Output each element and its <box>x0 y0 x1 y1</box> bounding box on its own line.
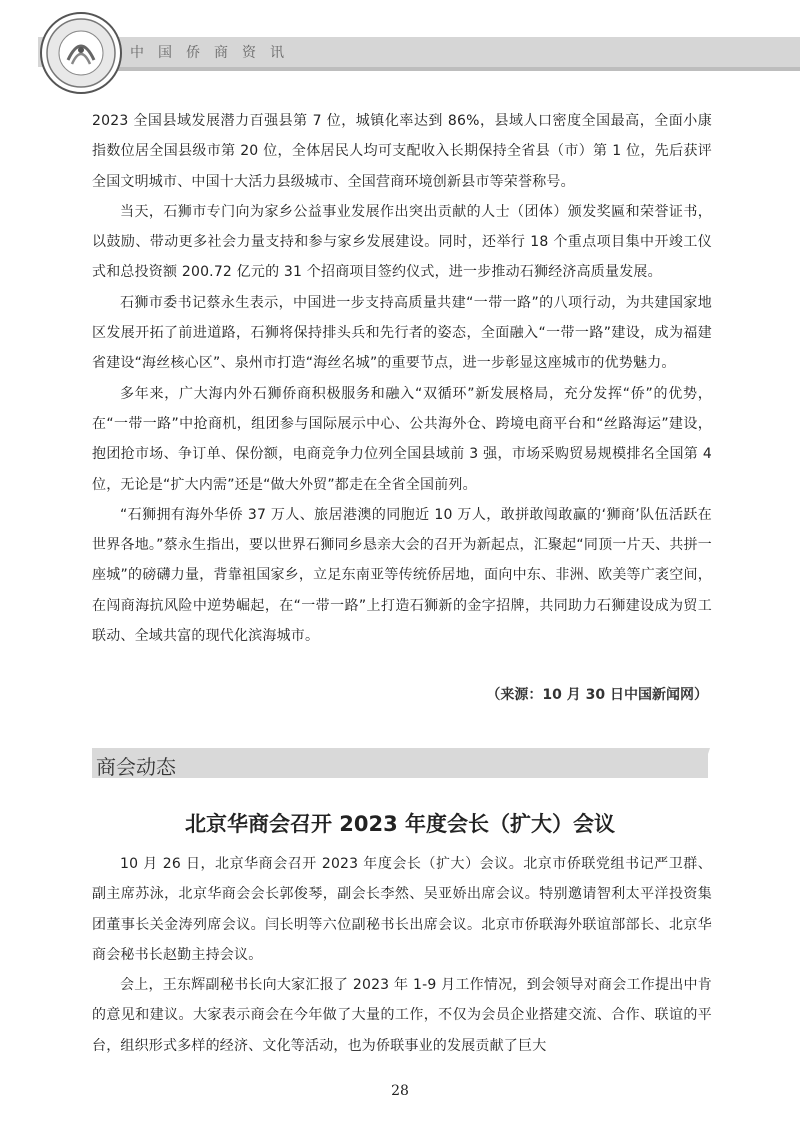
section-title: 商会动态 <box>96 755 176 779</box>
section-bar-tab <box>700 748 710 778</box>
article-title: 北京华商会召开 2023 年度会长（扩大）会议 <box>184 812 616 836</box>
source-credit: （来源：10 月 30 日中国新闻网） <box>486 687 708 703</box>
paragraph: 当天，石狮市专门向为家乡公益事业发展作出突出贡献的人士（团体）颁发奖匾和荣誉证书，以鼓励、带动更多社会力量支持和参与家乡发展建设。同时，还举行 18 个重点项目集中开竣工仪式和总投资额 200.72 亿元的 31 个招商项目签约仪式，进一步推动石狮经济高质量发展。 <box>92 203 712 281</box>
article-body-bottom <box>92 849 712 1061</box>
paragraph: 多年来，广大海内外石狮侨商积极服务和融入“双循环”新发展格局，充分发挥“侨”的优势，在“一带一路”中抢商机，组团参与国际展示中心、公共海外仓、跨境电商平台和“丝路海运”建设，抱团抢市场、争订单、保份额，电商竞争力位列全国县域前 3 强，市场采购贸易规模排名全国第 4 位，无论是“扩大内需”还是“做大外贸”都走在全省全国前列。 <box>92 385 712 493</box>
paragraph: “石狮拥有海外华侨 37 万人、旅居港澳的同胞近 10 万人，敢拼敢闯敢赢的‘狮商’队伍活跃在世界各地。”蔡永生指出，要以世界石狮同乡恳亲大会的召开为新起点，汇聚起“同顶一片天、共拼一座城”的磅礴力量，背靠祖国家乡，立足东南亚等传统侨居地，面向中东、非洲、欧美等广袤空间，在闯商海抗风险中逆势崛起，在“一带一路”上打造石狮新的金字招牌，共同助力石狮建设成为贸工联动、全域共富的现代化滨海城市。 <box>92 506 712 645</box>
page-number: 28 <box>391 1083 409 1099</box>
paragraph: 2023 全国县域发展潜力百强县第 7 位，城镇化率达到 86%，县域人口密度全国最高，全面小康指数位居全国县级市第 20 位，全体居民人均可支配收入长期保持全省县（市）第 1 位，先后获评全国文明城市、中国十大活力县级城市、全国营商环境创新县市等荣誉称号。 <box>92 113 712 190</box>
chinese-overseas-chamber-logo <box>38 10 124 96</box>
header-band-shadow <box>60 67 800 71</box>
paragraph: 10 月 26 日，北京华商会召开 2023 年度会长（扩大）会议。北京市侨联党组书记严卫群、副主席苏泳，北京华商会会长郭俊琴，副会长李然、吴亚娇出席会议。特别邀请智利太平洋投资集团董事长关金涛列席会议。闫长明等六位副秘书长出席会议。北京市侨联海外联谊部部长、北京华商会秘书长赵勤主持会议。 <box>92 856 712 963</box>
section-bar <box>92 748 708 778</box>
paragraph: 会上，王东辉副秘书长向大家汇报了 2023 年 1-9 月工作情况，到会领导对商会工作提出中肯的意见和建议。大家表示商会在今年做了大量的工作，不仅为会员企业搭建交流、合作、联谊的平台，组织形式多样的经济、文化等活动，也为侨联事业的发展贡献了巨大 <box>92 977 712 1054</box>
article-body-top <box>92 106 712 651</box>
header-title: 中国侨商资讯 <box>130 45 298 61</box>
paragraph: 石狮市委书记蔡永生表示，中国进一步支持高质量共建“一带一路”的八项行动，为共建国家地区发展开拓了前进道路，石狮将保持排头兵和先行者的姿态，全面融入“一带一路”建设，成为福建省建设“海丝核心区”、泉州市打造“海丝名城”的重要节点，进一步彰显这座城市的优势魅力。 <box>92 294 712 372</box>
